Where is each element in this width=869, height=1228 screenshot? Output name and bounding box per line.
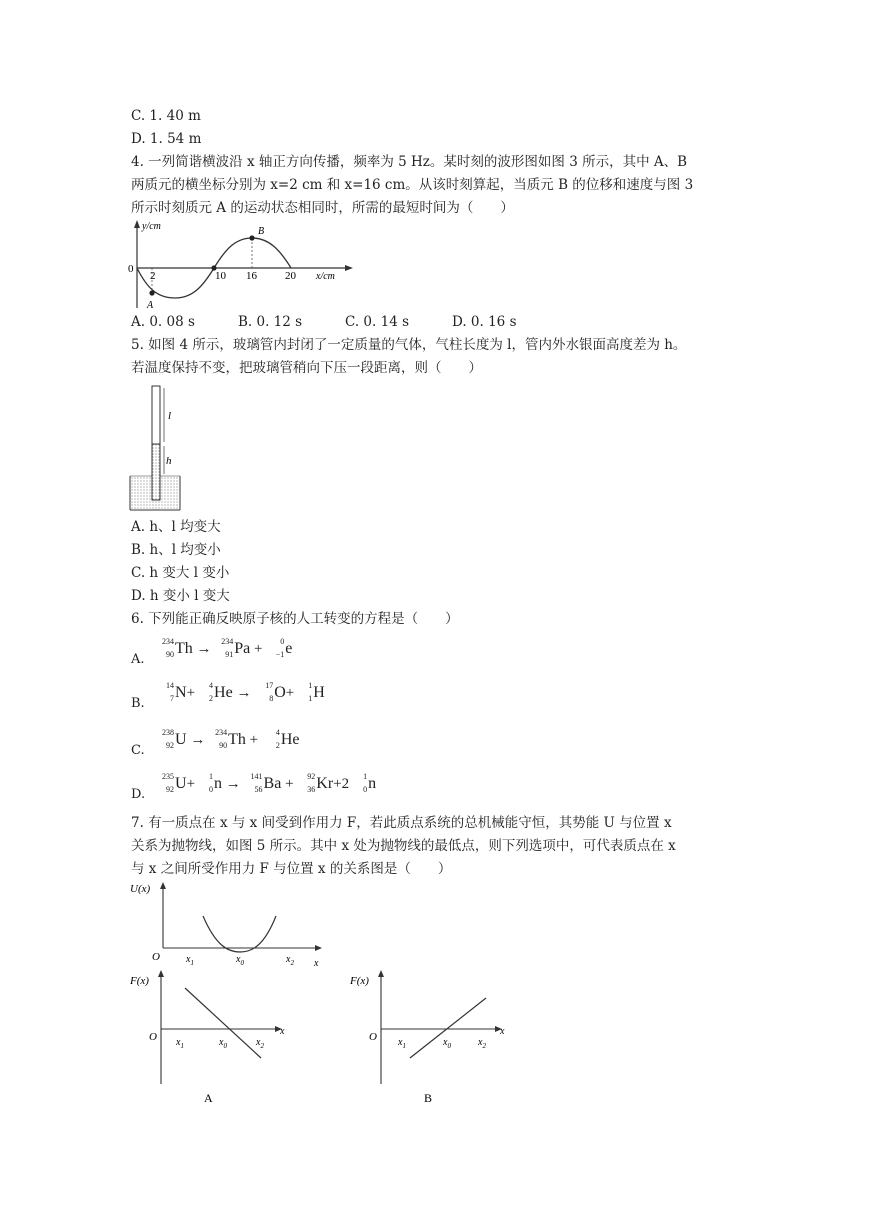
q5-option-c: C. h 变大 l 变小 (131, 565, 230, 581)
q7-u-origin: O (152, 951, 160, 963)
q5-label-h: h (166, 455, 172, 467)
svg-text:x2: $x_2$ (256, 1037, 264, 1050)
q6-label-c: C. (131, 743, 145, 758)
q7-b-origin: O (369, 1031, 377, 1043)
q4-option-b: B. 0. 12 s (238, 314, 303, 330)
q7-a-caption: A (204, 1091, 213, 1105)
q7-text-line2: 关系为抛物线，如图 5 所示。其中 x 处为抛物线的最低点，则下列选项中，可代表质点在 x (131, 838, 676, 854)
q4-text-line2: 两质元的横坐标分别为 x=2 cm 和 x=16 cm。从该时刻算起，当质元 B 的位移和速度与图 3 (131, 177, 694, 193)
q7-text-line3: 与 x 之间所受作用力 F 与位置 x 的关系图是（ ） (131, 861, 452, 877)
q4-text-line1: 4. 一列简谐横波沿 x 轴正方向传播，频率为 5 Hz。某时刻的波形图如图 3 所示，其中 A、B (131, 154, 688, 170)
q5-option-a: A. h、l 均变大 (131, 519, 221, 535)
q5-tube-figure (128, 384, 184, 512)
q7-option-a-figure (128, 966, 298, 1108)
q5-text-line1: 5. 如图 4 所示，玻璃管内封闭了一定质量的气体，气柱长度为 l，管内外水银面高度差为 h。 (131, 337, 687, 353)
q7-b-caption: B (424, 1091, 433, 1105)
q7-option-b-figure (348, 966, 518, 1108)
q6-text-line1: 6. 下列能正确反映原子核的人工转变的方程是（ ） (131, 611, 459, 627)
q5-label-l: l (168, 410, 172, 422)
q6-label-d: D. (131, 787, 146, 802)
q7-u-x0: x (236, 954, 241, 965)
q6-label-a: A. (131, 652, 145, 667)
q3-option-c: C. 1. 40 m (131, 108, 201, 124)
q7-u-x1-sub: 1 (190, 959, 194, 967)
q7-u-x2-sub: 2 (290, 959, 294, 967)
q4-point-a-label: A (147, 300, 154, 311)
q4-option-c: C. 0. 14 s (345, 314, 409, 330)
q4-origin-label: 0 (128, 263, 134, 275)
q4-text-line3: 所示时刻质元 A 的运动状态相同时，所需的最短时间为（ ） (131, 200, 514, 216)
q4-option-d: D. 0. 16 s (452, 314, 517, 330)
q3-option-d: D. 1. 54 m (131, 131, 202, 147)
q5-option-d: D. h 变小 l 变大 (131, 588, 230, 604)
q4-tick-10: 10 (215, 270, 226, 282)
q4-tick-2: 2 (150, 270, 156, 282)
q7-potential-figure (128, 876, 328, 968)
q5-option-b: B. h、l 均变小 (131, 542, 221, 558)
svg-text:x0: $x_0$ (443, 1037, 451, 1050)
q4-option-a: A. 0. 08 s (131, 314, 195, 330)
q7-a-origin: O (149, 1031, 157, 1043)
q7-text-line1: 7. 有一质点在 x 与 x 间受到作用力 F，若此质点系统的总机械能守恒，其势能 U 与位置 x (131, 815, 672, 831)
q7-b-xaxis: x (500, 1026, 505, 1037)
q4-x-axis-label: x/cm (316, 271, 335, 282)
svg-text:x1: $x_1$ (176, 1037, 184, 1050)
q4-point-b-label: B (258, 226, 265, 237)
q6-label-b: B. (131, 696, 145, 711)
q7-u-xaxis: x (314, 958, 319, 968)
q7-a-xaxis: x (280, 1026, 285, 1037)
q7-a-ylabel: F(x) (130, 975, 149, 987)
q7-u-x2: x (286, 954, 291, 965)
q4-tick-16: 16 (246, 270, 257, 282)
svg-text:x2: $x_2$ (478, 1037, 486, 1050)
q7-b-ylabel: F(x) (350, 975, 369, 987)
q7-u-x0-sub: 0 (240, 959, 244, 967)
q7-u-x1: x (186, 954, 191, 965)
svg-text:x1: $x_1$ (398, 1037, 406, 1050)
q4-options (131, 313, 517, 331)
q4-tick-20: 20 (285, 270, 296, 282)
svg-text:x0: $x_0$ (219, 1037, 227, 1050)
q5-text-line2: 若温度保持不变，把玻璃管稍向下压一段距离，则（ ） (131, 360, 482, 376)
q4-wave-figure (125, 216, 355, 311)
q4-y-axis-label: y/cm (142, 221, 161, 232)
q7-u-ylabel: U(x) (130, 883, 151, 895)
